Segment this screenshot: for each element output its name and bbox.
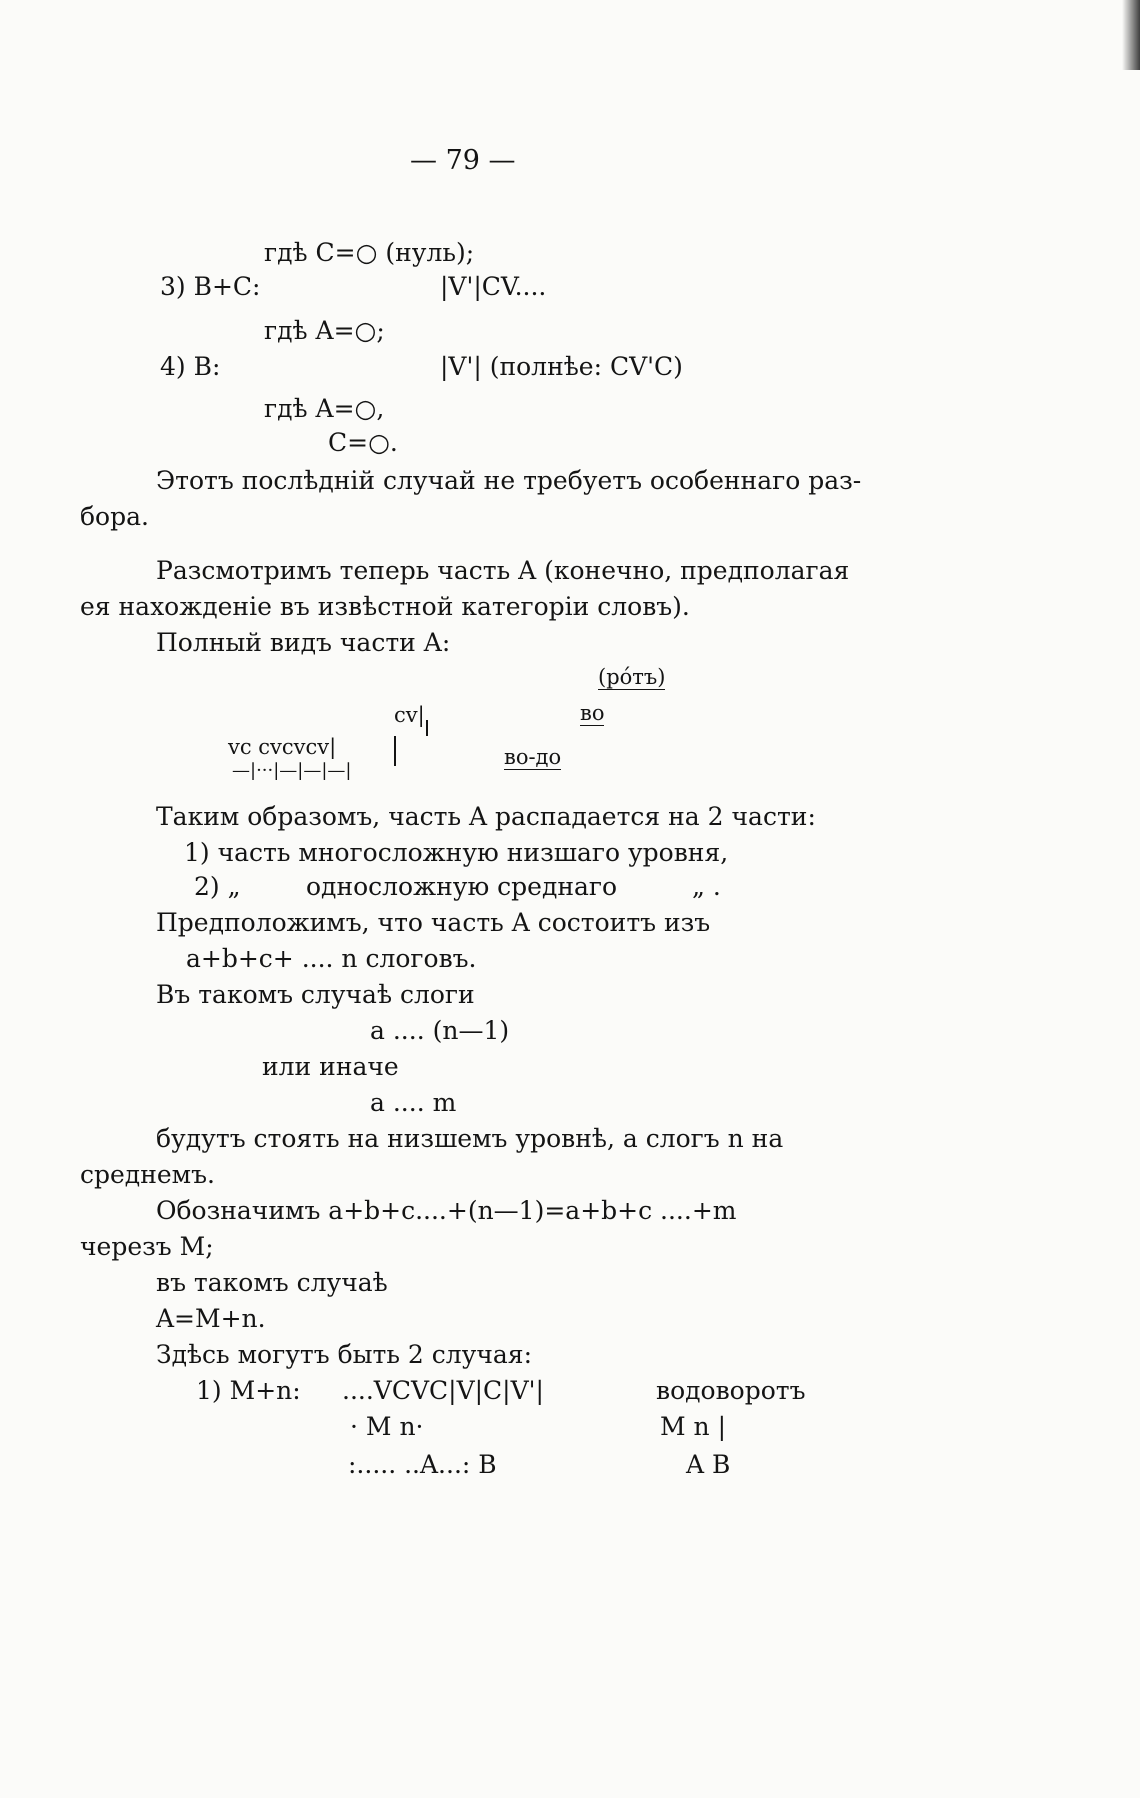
paragraph-line-08: бора. — [80, 502, 149, 531]
paragraph-line-35: будутъ стоять на низшемъ уровнѣ, а слогъ n на — [156, 1124, 784, 1153]
paragraph-line-31: Въ такомъ случаѣ слоги — [156, 980, 475, 1009]
paragraph-line-39: въ такомъ случаѣ — [156, 1268, 388, 1297]
formula-line-30: a+b+c+ .... n слоговъ. — [186, 944, 477, 973]
list-item-2-ditto: „ . — [692, 872, 721, 901]
page-number: — 79 — — [410, 145, 516, 176]
paragraph-line-07: Этотъ послѣдній случай не требуетъ особеннаго раз- — [156, 466, 862, 495]
diagram-cv: cv| — [394, 703, 425, 727]
page-edge-shadow — [1122, 0, 1140, 70]
line-02-label: 3) B+C: — [160, 272, 261, 301]
list-item-2-text: односложную среднаго — [306, 872, 618, 901]
paragraph-line-41: Здѣсь могутъ быть 2 случая: — [156, 1340, 533, 1369]
case-1-parts-left: :..... ..A...: B — [348, 1450, 497, 1479]
line-01: гдѣ C=○ (нуль); — [264, 238, 475, 267]
diagram-rot — [598, 662, 665, 692]
list-item-1: 1) часть многосложную низшаго уровня, — [184, 838, 729, 867]
paragraph-line-11: Полный видъ части A: — [156, 628, 451, 657]
line-05: гдѣ A=○, — [264, 394, 385, 423]
diagram-rot-text: (ро́тъ) — [598, 665, 666, 689]
paragraph-line-26: Таким образомъ, часть A распадается на 2 части: — [156, 802, 816, 831]
list-item-2-num: 2) „ — [194, 872, 241, 901]
paragraph-line-36: среднемъ. — [80, 1160, 215, 1189]
case-1-formula: ....VCVC|V|C|V'| — [342, 1376, 544, 1405]
line-04-formula: |V'| (полнѣе: CV'C) — [440, 352, 683, 381]
line-02-formula: |V'|CV.... — [440, 272, 547, 301]
case-1-brace-right: M n | — [660, 1412, 727, 1441]
line-06: C=○. — [328, 428, 398, 457]
diagram-vo-text: во — [580, 701, 605, 725]
paragraph-line-38: черезъ M; — [80, 1232, 214, 1261]
diagram-vo — [580, 698, 604, 728]
diagram-vodo — [504, 742, 561, 772]
paragraph-line-33: или иначе — [262, 1052, 399, 1081]
case-1-brace-left: · M n· — [350, 1412, 424, 1441]
formula-line-32: a .... (n—1) — [370, 1016, 510, 1045]
line-03: гдѣ A=○; — [264, 316, 385, 345]
case-1-label: 1) M+n: — [196, 1376, 301, 1405]
line-04-label: 4) B: — [160, 352, 221, 381]
diagram-scheme-bar — [394, 736, 396, 766]
case-1-parts-right: A B — [686, 1450, 731, 1479]
case-1-word: водоворотъ — [656, 1376, 806, 1405]
diagram-scheme: vc cvcvcv| — [228, 735, 337, 759]
diagram-cv-bar — [426, 720, 428, 736]
paragraph-line-37: Обозначимъ a+b+c....+(n—1)=a+b+c ....+m — [156, 1196, 737, 1225]
formula-line-40: A=M+n. — [156, 1304, 266, 1333]
paragraph-line-09: Разсмотримъ теперь часть A (конечно, предполагая — [156, 556, 850, 585]
paragraph-line-10: ея нахожденіе въ извѣстной категоріи словъ). — [80, 592, 690, 621]
paragraph-line-29: Предположимъ, что часть A состоитъ изъ — [156, 908, 711, 937]
diagram-ticks: —|···|—|—|—| — [232, 760, 352, 781]
formula-line-34: a .... m — [370, 1088, 457, 1117]
diagram-vodo-text: во-до — [504, 745, 562, 769]
